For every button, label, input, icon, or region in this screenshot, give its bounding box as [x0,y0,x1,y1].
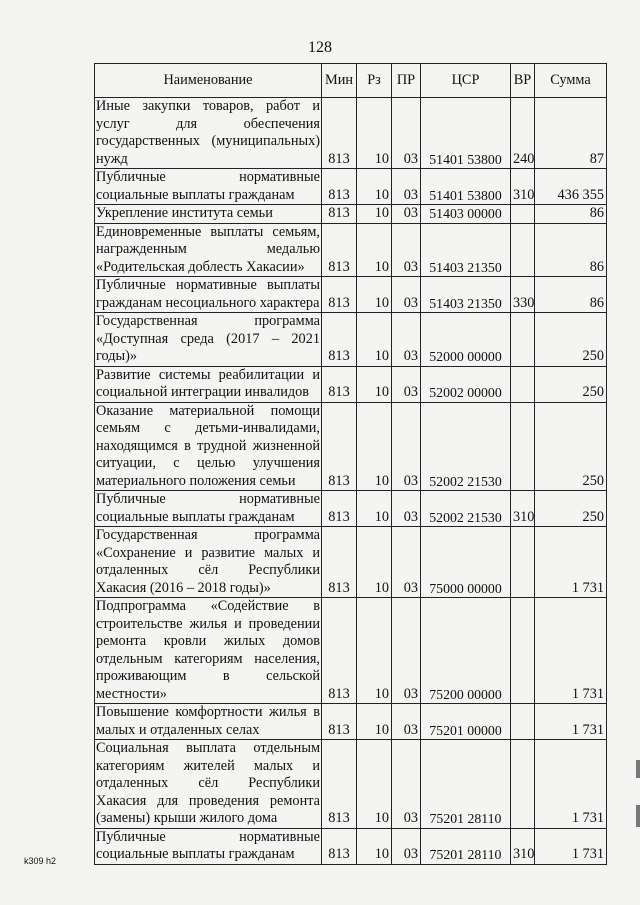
cell-vr [511,598,535,704]
cell-pr: 03 [392,828,421,864]
table-row [95,740,607,829]
cell-pr: 03 [392,205,421,224]
cell-rz: 10 [357,205,392,224]
cell-min: 813 [322,98,357,169]
header-sum: Сумма [535,64,607,98]
cell-pr: 03 [392,527,421,598]
cell-vr [511,527,535,598]
cell-vr [511,313,535,367]
cell-name: Публичные нормативные социальные выплаты гражданам [96,491,320,525]
cell-rz: 10 [357,527,392,598]
cell-pr: 03 [392,98,421,169]
cell-min: 813 [322,277,357,313]
cell-name: Социальная выплата отдельным категориям жителей малых и отдаленных сёл Республики Хакасия для проведения ремонта (замены) крыши жилого дома [96,740,320,826]
cell-csr: 52000 00000 [421,313,511,367]
cell-csr: 52002 21530 [421,402,511,491]
table-row [95,491,607,527]
cell-sum: 1 731 [535,740,607,829]
table-row [95,98,607,169]
cell-min: 813 [322,402,357,491]
cell-pr: 03 [392,704,421,740]
cell-name: Государственная программа «Доступная среда (2017 – 2021 годы)» [96,313,320,364]
cell-rz: 10 [357,828,392,864]
cell-name: Публичные нормативные социальные выплаты гражданам [96,169,320,203]
cell-rz: 10 [357,313,392,367]
cell-pr: 03 [392,223,421,277]
cell-rz: 10 [357,169,392,205]
cell-rz: 10 [357,704,392,740]
cell-min: 813 [322,740,357,829]
cell-sum: 86 [535,205,607,224]
cell-sum: 87 [535,98,607,169]
cell-csr: 51403 00000 [421,205,511,224]
cell-vr [511,740,535,829]
cell-rz: 10 [357,740,392,829]
cell-min: 813 [322,527,357,598]
cell-vr [511,223,535,277]
cell-name: Повышение комфортности жилья в малых и отдаленных селах [96,704,320,738]
cell-rz: 10 [357,277,392,313]
cell-csr: 75201 28110 [421,828,511,864]
cell-csr: 52002 21530 [421,491,511,527]
cell-sum: 1 731 [535,527,607,598]
scan-edge-mark [636,760,640,778]
cell-rz: 10 [357,223,392,277]
cell-rz: 10 [357,598,392,704]
cell-pr: 03 [392,598,421,704]
cell-csr: 75000 00000 [421,527,511,598]
cell-sum: 86 [535,223,607,277]
cell-sum: 1 731 [535,598,607,704]
table-row [95,598,607,704]
table-row [95,704,607,740]
cell-name: Укрепление института семьи [95,205,322,224]
cell-csr: 75201 28110 [421,740,511,829]
cell-min: 813 [322,598,357,704]
cell-min: 813 [322,828,357,864]
cell-csr: 51401 53800 [421,169,511,205]
cell-min: 813 [322,366,357,402]
cell-vr: 310 [511,491,535,527]
cell-name: Единовременные выплаты семьям, награжденным медалью «Родительская доблесть Хакасии» [96,223,320,275]
cell-sum: 250 [535,491,607,527]
cell-pr: 03 [392,277,421,313]
table-row [95,313,607,367]
cell-vr: 310 [511,169,535,205]
header-csr: ЦСР [421,64,511,98]
table-row [95,828,607,864]
cell-sum: 436 355 [535,169,607,205]
cell-vr: 310 [511,828,535,864]
table-row [95,169,607,205]
cell-name: Государственная программа «Сохранение и развитие малых и отдаленных сёл Республики Хакасия (2016 – 2018 годы)» [96,527,320,596]
cell-sum: 250 [535,402,607,491]
cell-rz: 10 [357,491,392,527]
budget-table [94,63,607,865]
cell-sum: 86 [535,277,607,313]
table-row [95,223,607,277]
cell-vr [511,704,535,740]
cell-sum: 250 [535,366,607,402]
scan-edge-mark [636,805,640,827]
cell-csr: 52002 00000 [421,366,511,402]
cell-min: 813 [322,169,357,205]
table-row [95,366,607,402]
cell-name: Иные закупки товаров, работ и услуг для обеспечения государственных (муниципальных) нужд [96,98,320,167]
cell-name: Подпрограмма «Содействие в строительстве жилья и проведении ремонта кровли жилых домов отдельным категориям населения, проживающим в сельской местности» [96,598,320,702]
cell-name: Публичные нормативные выплаты гражданам несоциального характера [96,277,320,311]
header-min: Мин [322,64,357,98]
cell-min: 813 [322,313,357,367]
cell-min: 813 [322,205,357,224]
cell-min: 813 [322,223,357,277]
cell-vr [511,366,535,402]
page-number: 128 [308,39,332,56]
cell-rz: 10 [357,402,392,491]
cell-name: Оказание материальной помощи семьям с детьми-инвалидами, находящимся в трудной жизненной ситуации, с целью улучшения материального положения семьи [96,402,320,489]
cell-vr [511,402,535,491]
cell-csr: 75200 00000 [421,598,511,704]
cell-vr: 330 [511,277,535,313]
cell-pr: 03 [392,313,421,367]
cell-rz: 10 [357,366,392,402]
cell-name: Развитие системы реабилитации и социальной интеграции инвалидов [96,366,320,400]
cell-csr: 51403 21350 [421,277,511,313]
table-row [95,277,607,313]
table-row [95,527,607,598]
cell-sum: 1 731 [535,828,607,864]
cell-vr [511,205,535,224]
header-rz: Рз [357,64,392,98]
cell-pr: 03 [392,491,421,527]
table-header-row [95,64,607,98]
cell-pr: 03 [392,740,421,829]
cell-pr: 03 [392,366,421,402]
header-name: Наименование [95,64,322,98]
cell-rz: 10 [357,98,392,169]
cell-csr: 75201 00000 [421,704,511,740]
cell-min: 813 [322,704,357,740]
table-row [95,402,607,491]
header-vr: ВР [511,64,535,98]
cell-csr: 51401 53800 [421,98,511,169]
table-row [95,205,607,224]
cell-min: 813 [322,491,357,527]
cell-csr: 51403 21350 [421,223,511,277]
header-pr: ПР [392,64,421,98]
cell-pr: 03 [392,402,421,491]
footer-code: k309 h2 [24,856,57,866]
cell-sum: 250 [535,313,607,367]
cell-sum: 1 731 [535,704,607,740]
cell-name: Публичные нормативные социальные выплаты гражданам [96,828,320,862]
cell-pr: 03 [392,169,421,205]
cell-vr: 240 [511,98,535,169]
